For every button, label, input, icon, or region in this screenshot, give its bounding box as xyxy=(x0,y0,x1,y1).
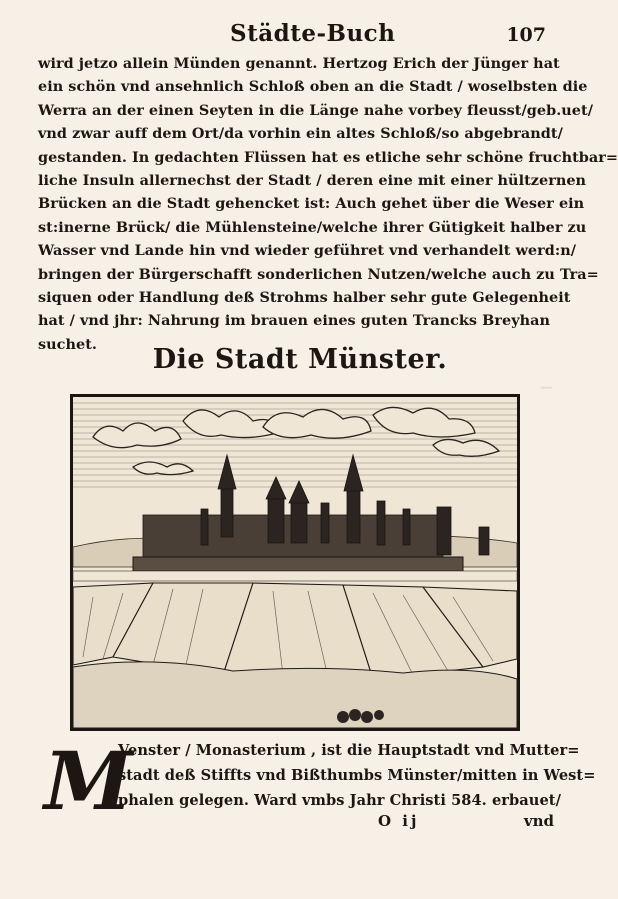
text-line: st:inerne Brück/ die Mühlensteine/welche ihrer Gütigkeit halber zu xyxy=(38,218,587,236)
page-number: 107 xyxy=(506,24,546,46)
text-line: Brücken an die Stadt gehencket ist: Auch gehet über die Weser ein xyxy=(38,195,585,213)
signature-mark: O ij xyxy=(378,812,420,830)
text-line: wird jetzo allein Münden genannt. Hertzog Erich der Jünger hat xyxy=(38,55,560,72)
text-line: phalen gelegen. Ward vmbs Jahr Christi 584. erbauet/ xyxy=(118,792,561,809)
text-line: suchet. xyxy=(38,335,97,353)
text-line: siquen oder Handlung deß Strohms halber sehr gute Gelegenheit xyxy=(38,288,571,306)
paragraph xyxy=(118,738,596,813)
text-line: Venster / Monasterium , ist die Hauptstadt vnd Mutter= xyxy=(118,742,580,759)
show-through-mark: — xyxy=(540,380,553,395)
woodcut-illustration xyxy=(70,394,520,731)
text-line: hat / vnd jhr: Nahrung im brauen eines guten Trancks Breyhan xyxy=(38,312,551,330)
section-heading: Die Stadt Münster. xyxy=(152,344,448,375)
drop-cap: M xyxy=(44,734,133,828)
page-footer xyxy=(0,812,600,836)
running-title: Städte-Buch xyxy=(230,20,396,47)
text-line: bringen der Bürgerschafft sonderlichen Nutzen/welche auch zu Tra= xyxy=(38,265,599,283)
text-line: Werra an der einen Seyten in die Länge nahe vorbey fleusst/geb.uet/ xyxy=(38,101,594,119)
text-line: Wasser vnd Lande hin vnd wieder geführet vnd verhandelt werd:n/ xyxy=(38,242,577,260)
text-line: stadt deß Stiffts vnd Bißthumbs Münster/mitten in West= xyxy=(118,767,596,784)
body-text xyxy=(38,52,618,356)
text-line: liche Insuln allernechst der Stadt / deren eine mit einer hültzernen xyxy=(38,171,587,189)
page-header xyxy=(0,18,600,52)
text-line: vnd zwar auff dem Ort/da vorhin ein altes Schloß/so abgebrandt/ xyxy=(38,125,563,143)
text-line: ein schön vnd ansehnlich Schloß oben an die Stadt / woselbsten die xyxy=(38,78,588,96)
catchword: vnd xyxy=(523,812,554,830)
text-line: gestanden. In gedachten Flüssen hat es etliche sehr schöne fruchtbar= xyxy=(38,148,618,166)
city-view-woodcut xyxy=(73,397,517,728)
